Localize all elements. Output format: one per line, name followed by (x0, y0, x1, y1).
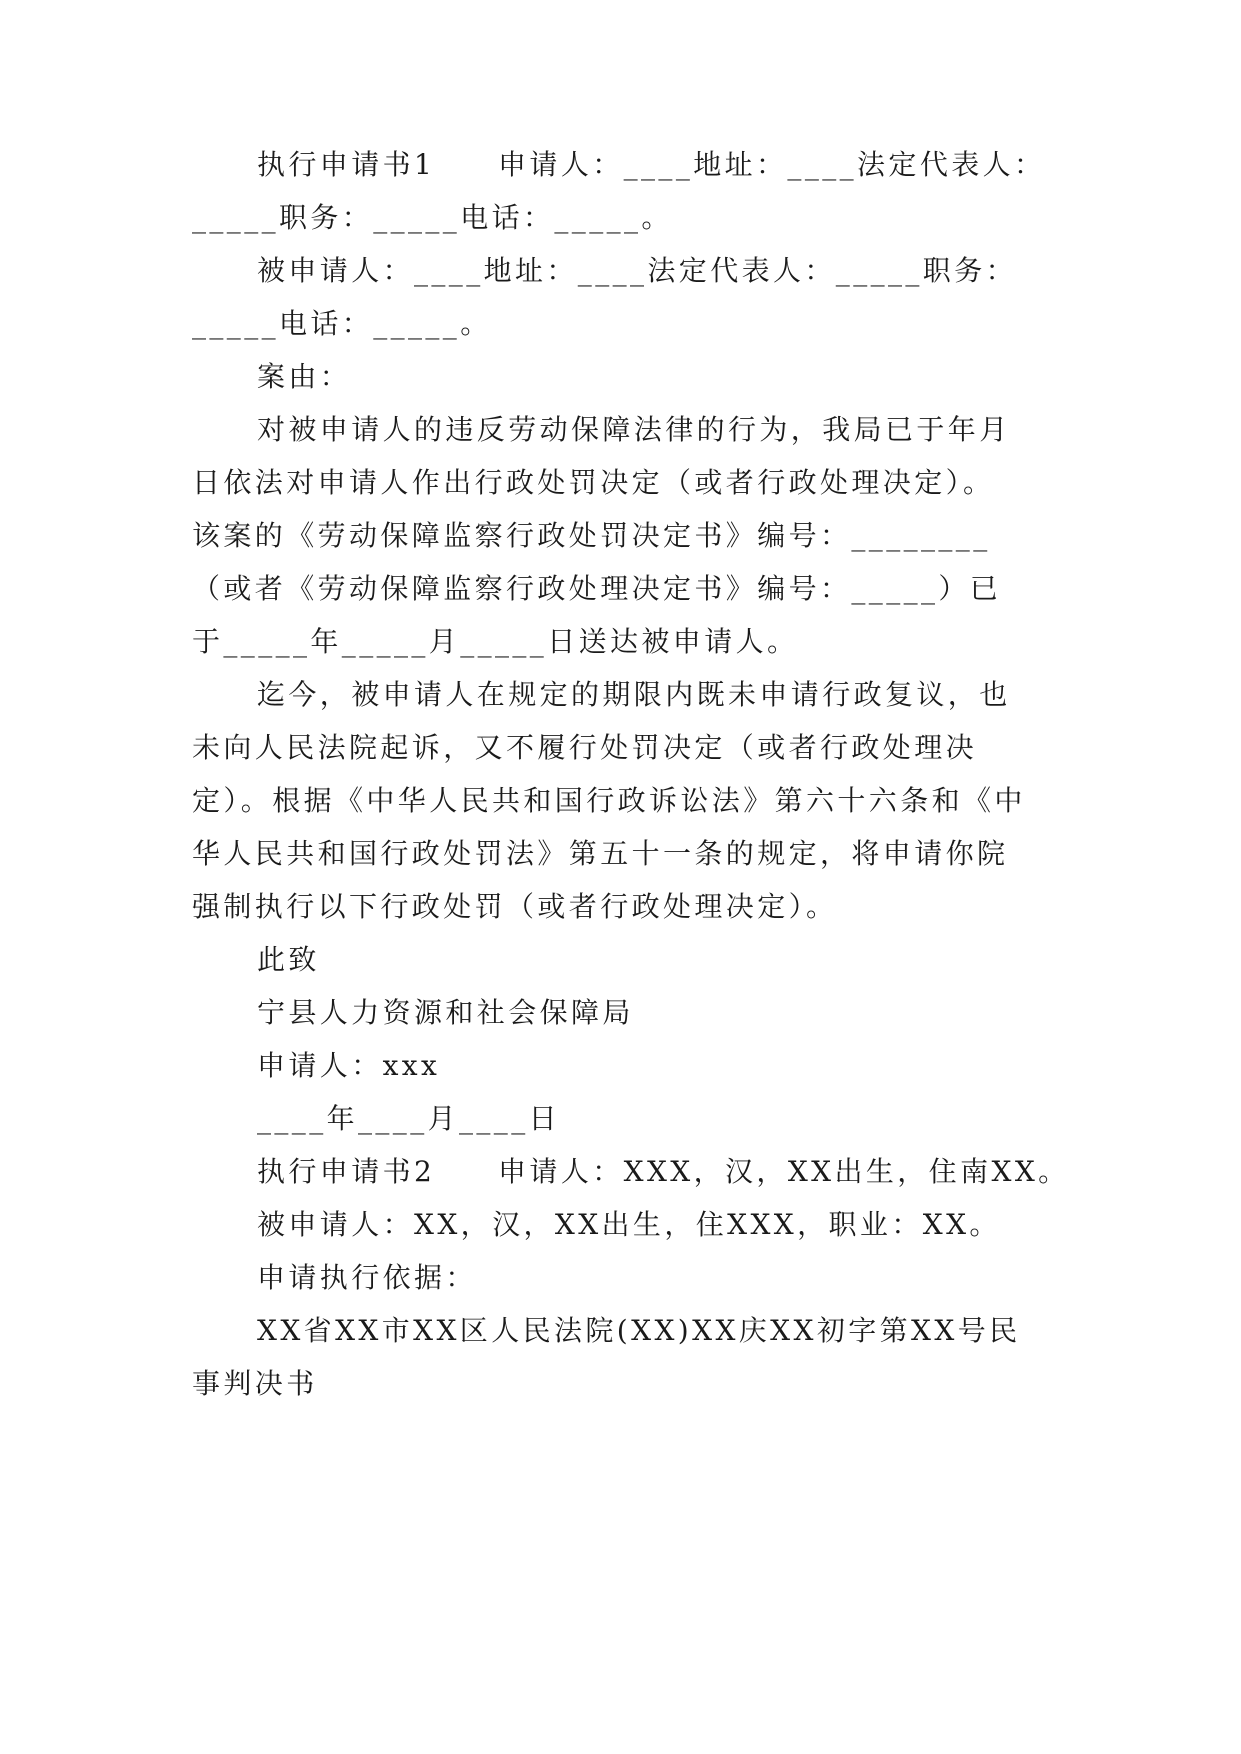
text-line: 被申请人：____地址：____法定代表人：_____职务： (257, 254, 1018, 287)
text-line: 执行申请书2 申请人：XXX，汉，XX出生，住南XX。 (257, 1155, 1070, 1188)
text-line: 事判决书 (192, 1367, 318, 1400)
date-line: ____年____月____日 (257, 1102, 561, 1135)
text-line: 于_____年_____月_____日送达被申请人。 (192, 625, 799, 658)
text-line: 迄今，被申请人在规定的期限内既未申请行政复议，也 (257, 678, 1011, 711)
text-line: XX省XX市XX区人民法院(XX)XX庆XX初字第XX号民 (257, 1314, 1021, 1347)
text-line: 该案的《劳动保障监察行政处罚决定书》编号：________ (192, 519, 991, 552)
section-label: 案由： (257, 360, 352, 393)
text-line: 华人民共和国行政处罚法》第五十一条的规定，将申请你院 (192, 837, 1009, 870)
closing-salutation: 此致 (257, 943, 320, 976)
text-line: 执行申请书1 申请人：____地址：____法定代表人： (257, 148, 1046, 181)
text-line: 未向人民法院起诉，又不履行处罚决定（或者行政处理决 (192, 731, 978, 764)
text-line: 日依法对申请人作出行政处罚决定（或者行政处理决定）。 (192, 466, 995, 499)
text-line: 定）。根据《中华人民共和国行政诉讼法》第六十六条和《中 (192, 784, 1026, 817)
applicant-signature: 申请人：xxx (257, 1049, 441, 1082)
recipient-name: 宁县人力资源和社会保障局 (257, 996, 634, 1029)
text-line: 强制执行以下行政处罚（或者行政处理决定）。 (192, 890, 838, 923)
text-line: 被申请人：XX，汉，XX出生，住XXX，职业：XX。 (257, 1208, 1001, 1241)
text-line: （或者《劳动保障监察行政处理决定书》编号：_____）已 (192, 572, 1002, 605)
text-line: 对被申请人的违反劳动保障法律的行为，我局已于年月 (257, 413, 1011, 446)
section-label: 申请执行依据： (257, 1261, 477, 1294)
text-line: _____电话：_____。 (192, 307, 492, 340)
text-line: _____职务：_____电话：_____。 (192, 201, 673, 234)
